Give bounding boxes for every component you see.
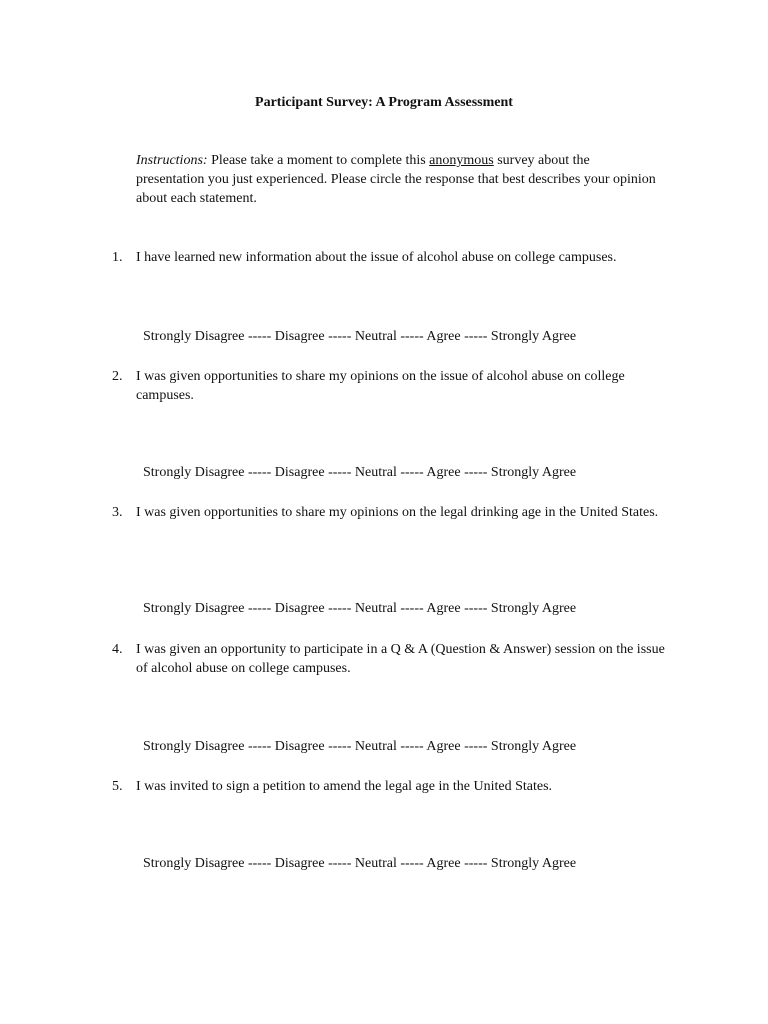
question-text: I was invited to sign a petition to amend the legal age in the United States. [136,779,553,794]
separator: ----- [244,856,275,871]
instructions-text-after: survey about the presentation you just experienced. Please circle the response that best describes your opinion about each statement. [136,153,656,206]
option-agree[interactable]: Agree [426,601,461,616]
instructions-emphasis: anonymous [429,153,494,168]
option-strongly-disagree[interactable]: Strongly Disagree [143,739,245,754]
survey-title: Participant Survey: A Program Assessment [255,95,513,110]
option-disagree[interactable]: Disagree [274,465,325,480]
separator: ----- [324,601,355,616]
option-disagree[interactable]: Disagree [274,601,325,616]
question-2 [112,367,672,405]
question-number: 4. [112,642,123,657]
separator: ----- [244,601,275,616]
separator: ----- [460,465,491,480]
question-text: I was given opportunities to share my opinions on the legal drinking age in the United States. [136,505,659,520]
instructions-label: Instructions: [136,153,208,168]
question-number: 5. [112,779,123,794]
option-disagree[interactable]: Disagree [274,739,325,754]
option-strongly-agree[interactable]: Strongly Agree [490,465,577,480]
option-strongly-agree[interactable]: Strongly Agree [490,601,577,616]
separator: ----- [460,329,491,344]
separator: ----- [324,465,355,480]
option-strongly-disagree[interactable]: Strongly Disagree [143,465,245,480]
separator: ----- [396,856,427,871]
separator: ----- [324,739,355,754]
question-text: I was given opportunities to share my opinions on the issue of alcohol abuse on college campuses. [136,369,625,403]
separator: ----- [396,601,427,616]
option-agree[interactable]: Agree [426,739,461,754]
question-number: 1. [112,250,123,265]
rating-scale-3[interactable] [136,580,576,618]
rating-scale-1[interactable] [136,308,576,346]
question-text: I have learned new information about the issue of alcohol abuse on college campuses. [136,250,617,265]
question-1 [112,248,672,267]
option-strongly-agree[interactable]: Strongly Agree [490,856,577,871]
question-number: 2. [112,369,123,384]
option-strongly-agree[interactable]: Strongly Agree [490,739,577,754]
instructions-text-before: Please take a moment to complete this [211,153,426,168]
question-number: 3. [112,505,123,520]
option-agree[interactable]: Agree [426,329,461,344]
rating-scale-2[interactable] [136,444,576,482]
separator: ----- [396,465,427,480]
separator: ----- [396,739,427,754]
instructions [136,151,656,208]
option-strongly-disagree[interactable]: Strongly Disagree [143,856,245,871]
rating-scale-4[interactable] [136,718,576,756]
separator: ----- [244,739,275,754]
separator: ----- [460,739,491,754]
question-4 [112,640,672,678]
separator: ----- [324,329,355,344]
separator: ----- [460,856,491,871]
option-neutral[interactable]: Neutral [354,856,397,871]
separator: ----- [244,329,275,344]
option-neutral[interactable]: Neutral [354,739,397,754]
option-disagree[interactable]: Disagree [274,329,325,344]
option-disagree[interactable]: Disagree [274,856,325,871]
question-text: I was given an opportunity to participate in a Q & A (Question & Answer) session on the issue of alcohol abuse on college campuses. [136,642,665,676]
separator: ----- [244,465,275,480]
option-neutral[interactable]: Neutral [354,465,397,480]
question-3 [112,503,672,522]
option-neutral[interactable]: Neutral [354,329,397,344]
option-strongly-disagree[interactable]: Strongly Disagree [143,601,245,616]
option-agree[interactable]: Agree [426,856,461,871]
option-strongly-disagree[interactable]: Strongly Disagree [143,329,245,344]
separator: ----- [396,329,427,344]
option-agree[interactable]: Agree [426,465,461,480]
question-5 [112,777,672,796]
rating-scale-5[interactable] [136,835,576,873]
option-neutral[interactable]: Neutral [354,601,397,616]
separator: ----- [324,856,355,871]
option-strongly-agree[interactable]: Strongly Agree [490,329,577,344]
separator: ----- [460,601,491,616]
